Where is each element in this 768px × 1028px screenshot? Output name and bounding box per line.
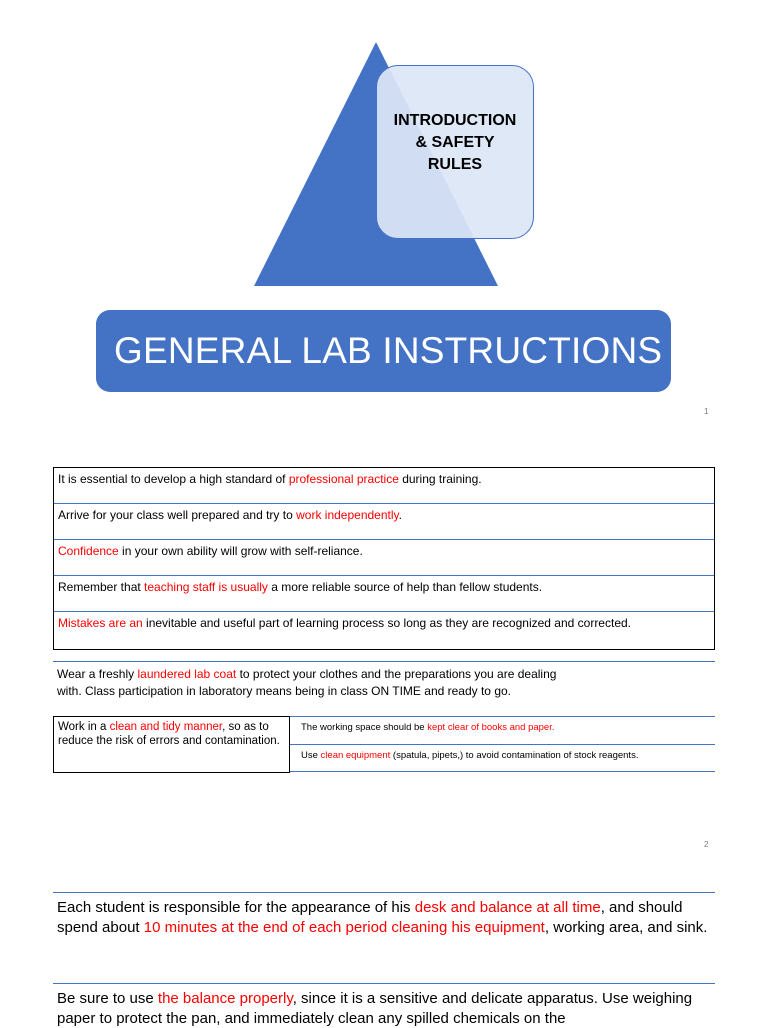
lab-coat-text: Wear a freshly (57, 667, 138, 681)
rule-text: Remember that (58, 580, 145, 594)
paragraph-text: Be sure to use (57, 990, 158, 1007)
paragraph-highlight: the balance properly (157, 990, 293, 1007)
rule-text: inevitable and useful part of learning process so long as they are recognized and corrected. (142, 616, 631, 630)
rule-highlight: professional practice (288, 472, 399, 486)
intro-line-1: INTRODUCTION (393, 112, 517, 129)
page-number-2: 2 (704, 840, 709, 849)
paragraph-text: , working area, and sink. (544, 918, 708, 936)
lab-coat-line-2: with. Class participation in laboratory means being in class ON TIME and ready to go. (57, 684, 511, 698)
workspace-rule-highlight: clean equipment (320, 750, 391, 761)
rule-text: a more reliable source of help than fellow students. (267, 580, 543, 594)
title-banner (96, 310, 671, 392)
workspace-rule-text: Use (301, 750, 321, 761)
paragraph-text: , since it is a sensitive and delicate apparatus. Use weighing paper to protect the pan, and immediately clean any spilled chemicals on the (57, 990, 693, 1027)
intro-line-3: RULES (427, 156, 483, 173)
lab-coat-text: to protect your clothes and the preparations you are dealing (236, 667, 557, 681)
rule-row (54, 468, 714, 504)
rule-text: Arrive for your class well prepared and try to (58, 508, 297, 522)
rule-text: during training. (398, 472, 482, 486)
work-box-text: Work in a (58, 721, 110, 733)
paragraph-highlight: desk and balance at all time (414, 899, 601, 916)
rule-text: . (398, 508, 402, 522)
rule-highlight: work independently (296, 508, 399, 522)
balance-usage-paragraph (53, 983, 715, 1028)
clean-work-box (53, 716, 290, 773)
lab-coat-line-1 (57, 666, 711, 683)
intro-safety-label (385, 110, 525, 176)
desk-balance-paragraph (53, 892, 715, 937)
rule-highlight: Confidence (58, 544, 119, 558)
paragraph-text: Each student is responsible for the appearance of his (57, 899, 415, 916)
paragraph-text: , and should spend about (57, 899, 683, 936)
workspace-rule-row (290, 744, 715, 772)
rule-text: It is essential to develop a high standard of (58, 472, 289, 486)
rule-highlight: teaching staff is usually (144, 580, 268, 594)
workspace-rule-row (290, 716, 715, 744)
lab-coat-note (53, 661, 715, 700)
rule-row (54, 612, 714, 649)
work-box-highlight: clean and tidy manner (109, 721, 223, 733)
workspace-rule-text: (spatula, pipets,) to avoid contamination of stock reagents. (390, 750, 639, 761)
rule-row (54, 540, 714, 576)
rules-table (53, 467, 715, 650)
page-number-1: 1 (704, 407, 709, 416)
work-box-text: , so as to reduce the risk of errors and contamination. (58, 721, 280, 747)
rule-text: in your own ability will grow with self-reliance. (118, 544, 363, 558)
page-title: GENERAL LAB INSTRUCTIONS (114, 330, 663, 371)
workspace-rules (290, 716, 715, 772)
rule-row (54, 504, 714, 540)
workspace-rule-highlight: kept clear of books and paper. (427, 722, 555, 733)
lab-coat-highlight: laundered lab coat (137, 667, 237, 681)
intro-safety-box (376, 65, 534, 239)
rule-row (54, 576, 714, 612)
paragraph-highlight: 10 minutes at the end of each period cleaning his equipment (143, 918, 545, 936)
workspace-rule-text: The working space should be (301, 722, 428, 733)
rule-highlight: Mistakes are an (58, 616, 143, 630)
intro-line-2: & SAFETY (415, 134, 495, 151)
